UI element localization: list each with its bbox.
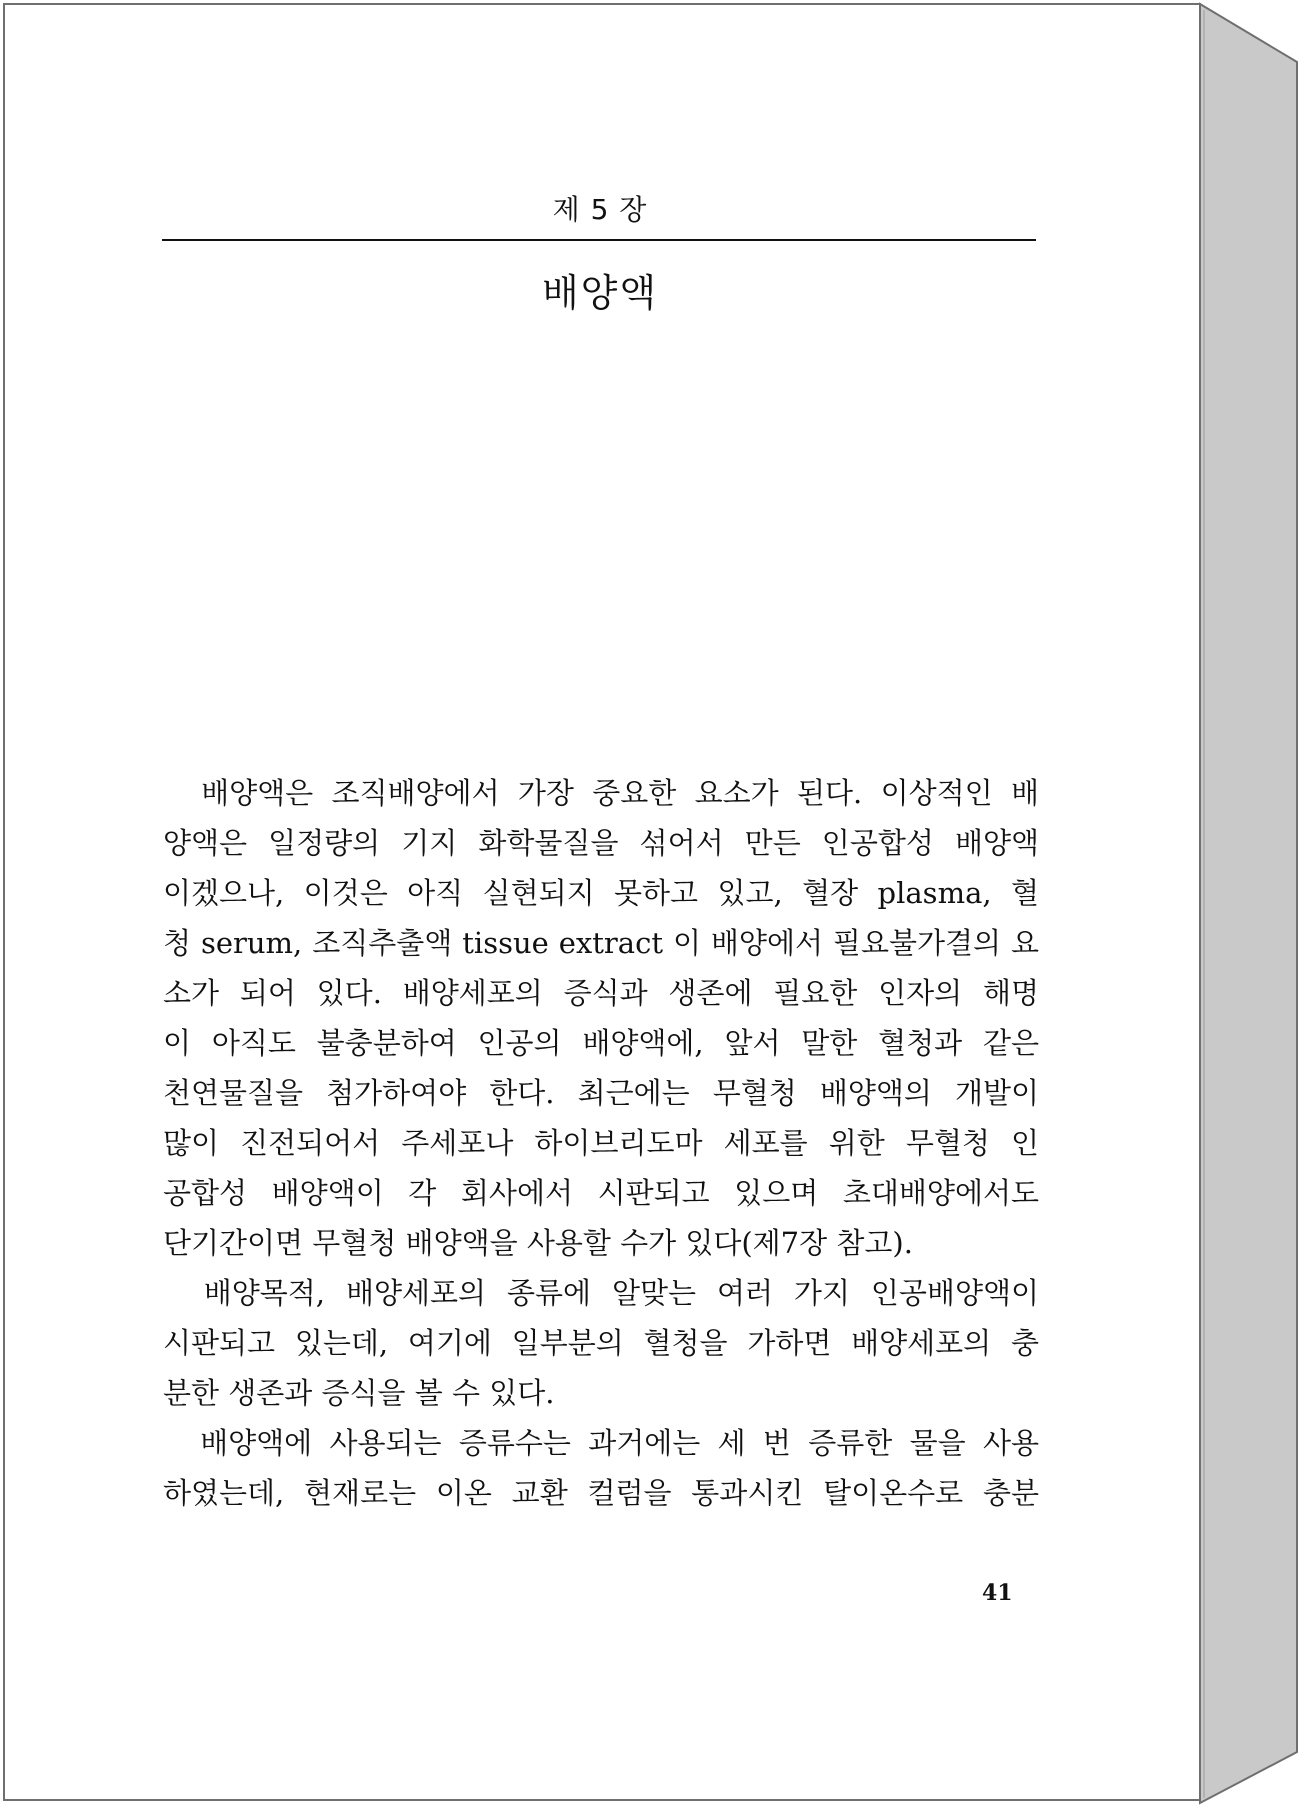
- text-line: 청 serum, 조직추출액 tissue extract 이 배양에서 필요불가결의 요: [163, 926, 1039, 960]
- chapter-label: 제 5 장: [552, 193, 648, 226]
- text-line: 배양액은 조직배양에서 가장 중요한 요소가 된다. 이상적인 배: [163, 776, 1039, 810]
- text-line: 시판되고 있는데, 여기에 일부분의 혈청을 가하면 배양세포의 충: [163, 1326, 1039, 1360]
- chapter-divider: [162, 239, 1036, 241]
- text-line: 천연물질을 첨가하여야 한다. 최근에는 무혈청 배양액의 개발이: [163, 1076, 1039, 1110]
- text-line: 양액은 일정량의 기지 화학물질을 섞어서 만든 인공합성 배양액: [163, 826, 1039, 860]
- text-line: 많이 진전되어서 주세포나 하이브리도마 세포를 위한 무혈청 인: [163, 1126, 1039, 1160]
- text-line: 이겠으나, 이것은 아직 실현되지 못하고 있고, 혈장 plasma, 혈: [163, 876, 1039, 910]
- chapter-title: 배양액: [541, 271, 659, 315]
- body-text: [163, 768, 1039, 1518]
- text-line: 배양액에 사용되는 증류수는 과거에는 세 번 증류한 물을 사용: [163, 1426, 1039, 1460]
- text-line: 단기간이면 무혈청 배양액을 사용할 수가 있다(제7장 참고).: [163, 1226, 913, 1260]
- page-number: 41: [982, 1580, 1013, 1606]
- text-line: 소가 되어 있다. 배양세포의 증식과 생존에 필요한 인자의 해명: [163, 976, 1039, 1010]
- text-line: 공합성 배양액이 각 회사에서 시판되고 있으며 초대배양에서도: [163, 1176, 1039, 1210]
- text-line: 하였는데, 현재로는 이온 교환 컬럼을 통과시킨 탈이온수로 충분: [163, 1476, 1039, 1510]
- text-line: 분한 생존과 증식을 볼 수 있다.: [163, 1376, 555, 1410]
- text-line: 이 아직도 불충분하여 인공의 배양액에, 앞서 말한 혈청과 같은: [163, 1026, 1039, 1060]
- text-line: 배양목적, 배양세포의 종류에 알맞는 여러 가지 인공배양액이: [163, 1276, 1039, 1310]
